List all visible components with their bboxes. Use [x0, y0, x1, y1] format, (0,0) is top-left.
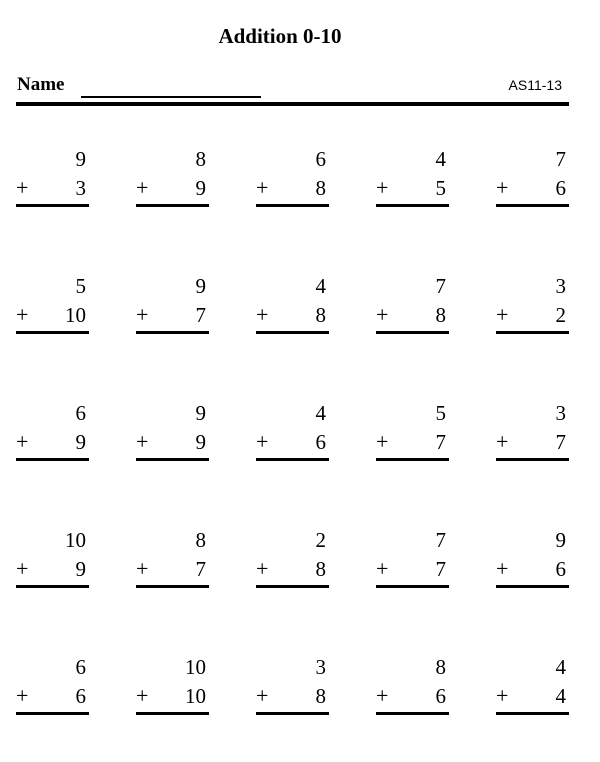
addition-problem [16, 400, 89, 480]
plus-sign: + [376, 683, 389, 708]
addend-top: 7 [435, 528, 446, 552]
addend-bottom: 6 [75, 684, 86, 708]
addition-problem [376, 273, 449, 353]
addend-top: 3 [555, 401, 566, 425]
answer-line [376, 585, 449, 588]
addition-problem [376, 400, 449, 480]
plus-sign: + [256, 302, 269, 327]
addend-bottom: 6 [555, 176, 566, 200]
answer-line [136, 331, 209, 334]
name-label: Name [17, 74, 65, 95]
addend-bottom: 9 [75, 430, 86, 454]
addend-top: 9 [195, 401, 206, 425]
addend-bottom: 7 [435, 430, 446, 454]
addend-bottom: 6 [435, 684, 446, 708]
plus-sign: + [16, 556, 29, 581]
addend-bottom: 9 [75, 557, 86, 581]
answer-line [256, 585, 329, 588]
answer-line [16, 585, 89, 588]
addend-bottom: 9 [195, 430, 206, 454]
addend-top: 9 [555, 528, 566, 552]
addend-top: 5 [75, 274, 86, 298]
answer-line [16, 204, 89, 207]
plus-sign: + [136, 429, 149, 454]
addition-problem [16, 146, 89, 226]
answer-line [496, 585, 569, 588]
addition-problem [496, 273, 569, 353]
addition-problem [496, 146, 569, 226]
addend-bottom: 6 [315, 430, 326, 454]
addition-problem [256, 527, 329, 607]
answer-line [496, 458, 569, 461]
plus-sign: + [256, 683, 269, 708]
addend-bottom: 5 [435, 176, 446, 200]
answer-line [16, 712, 89, 715]
addition-problem [376, 146, 449, 226]
addend-top: 4 [435, 147, 446, 171]
page-title: Addition 0-10 [218, 24, 342, 48]
name-blank-line[interactable] [81, 96, 261, 98]
answer-line [496, 204, 569, 207]
addition-problem [136, 527, 209, 607]
addition-problem [496, 654, 569, 734]
plus-sign: + [496, 683, 509, 708]
addend-top: 8 [195, 528, 206, 552]
addend-bottom: 7 [435, 557, 446, 581]
addend-bottom: 7 [195, 303, 206, 327]
plus-sign: + [376, 175, 389, 200]
answer-line [376, 331, 449, 334]
answer-line [496, 712, 569, 715]
plus-sign: + [496, 302, 509, 327]
answer-line [376, 204, 449, 207]
addition-problem [16, 527, 89, 607]
answer-line [256, 331, 329, 334]
addition-problem [496, 527, 569, 607]
addition-problem [136, 400, 209, 480]
addend-bottom: 7 [555, 430, 566, 454]
addition-problem [376, 654, 449, 734]
addend-bottom: 7 [195, 557, 206, 581]
addend-bottom: 10 [185, 684, 206, 708]
answer-line [256, 458, 329, 461]
addend-bottom: 8 [315, 303, 326, 327]
addend-top: 3 [555, 274, 566, 298]
plus-sign: + [136, 302, 149, 327]
header-divider [16, 102, 569, 106]
answer-line [16, 458, 89, 461]
addend-bottom: 9 [195, 176, 206, 200]
addition-problem [136, 654, 209, 734]
addend-bottom: 8 [435, 303, 446, 327]
addend-bottom: 6 [555, 557, 566, 581]
addend-top: 6 [75, 655, 86, 679]
plus-sign: + [256, 556, 269, 581]
addend-bottom: 8 [315, 557, 326, 581]
plus-sign: + [256, 429, 269, 454]
name-row [17, 74, 568, 100]
addend-top: 8 [435, 655, 446, 679]
addend-top: 4 [315, 274, 326, 298]
addend-bottom: 2 [555, 303, 566, 327]
addition-problem [16, 273, 89, 353]
addition-problem [256, 146, 329, 226]
plus-sign: + [376, 302, 389, 327]
answer-line [376, 712, 449, 715]
worksheet-code: AS11-13 [508, 77, 562, 93]
addend-top: 7 [435, 274, 446, 298]
plus-sign: + [376, 556, 389, 581]
plus-sign: + [16, 175, 29, 200]
plus-sign: + [136, 175, 149, 200]
addend-top: 3 [315, 655, 326, 679]
addend-top: 7 [555, 147, 566, 171]
answer-line [256, 204, 329, 207]
plus-sign: + [496, 429, 509, 454]
addend-top: 10 [185, 655, 206, 679]
plus-sign: + [136, 683, 149, 708]
addend-top: 9 [75, 147, 86, 171]
plus-sign: + [376, 429, 389, 454]
answer-line [136, 712, 209, 715]
answer-line [136, 585, 209, 588]
plus-sign: + [16, 302, 29, 327]
addend-top: 6 [75, 401, 86, 425]
plus-sign: + [136, 556, 149, 581]
addend-top: 2 [315, 528, 326, 552]
plus-sign: + [16, 429, 29, 454]
addend-top: 8 [195, 147, 206, 171]
addend-bottom: 8 [315, 176, 326, 200]
addition-problem [376, 527, 449, 607]
addition-problem [256, 400, 329, 480]
addend-bottom: 10 [65, 303, 86, 327]
addition-problem [136, 146, 209, 226]
problem-grid [16, 146, 569, 726]
addition-problem [136, 273, 209, 353]
answer-line [136, 458, 209, 461]
addition-problem [256, 654, 329, 734]
addend-top: 9 [195, 274, 206, 298]
addend-top: 10 [65, 528, 86, 552]
plus-sign: + [256, 175, 269, 200]
addend-top: 4 [555, 655, 566, 679]
plus-sign: + [496, 175, 509, 200]
addend-bottom: 3 [75, 176, 86, 200]
addition-problem [496, 400, 569, 480]
addition-problem [256, 273, 329, 353]
addend-bottom: 8 [315, 684, 326, 708]
answer-line [496, 331, 569, 334]
plus-sign: + [16, 683, 29, 708]
answer-line [136, 204, 209, 207]
answer-line [376, 458, 449, 461]
addend-top: 6 [315, 147, 326, 171]
addend-top: 5 [435, 401, 446, 425]
addend-bottom: 4 [555, 684, 566, 708]
plus-sign: + [496, 556, 509, 581]
answer-line [256, 712, 329, 715]
answer-line [16, 331, 89, 334]
addend-top: 4 [315, 401, 326, 425]
addition-problem [16, 654, 89, 734]
